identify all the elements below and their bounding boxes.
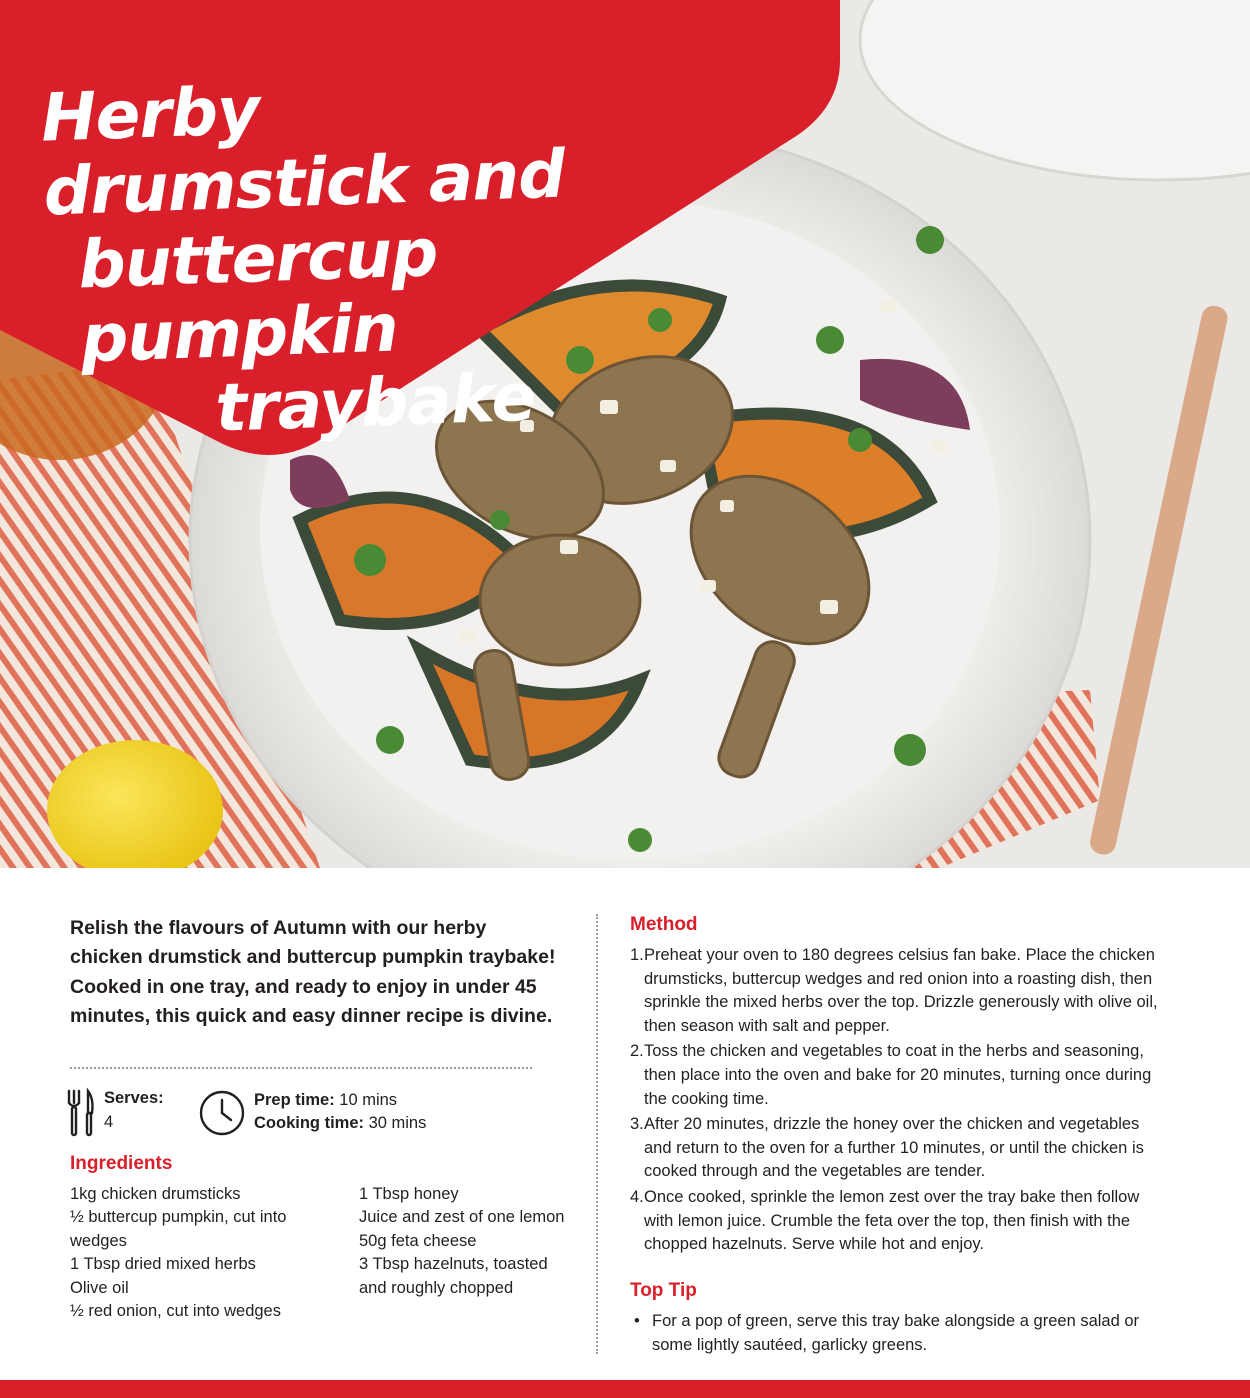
ingredient-item: 50g feta cheese: [359, 1231, 477, 1250]
step-number: 4.: [630, 1187, 644, 1206]
prep-time: [254, 1091, 397, 1110]
ingredients-list-col-1: [70, 1183, 310, 1324]
method-steps: [630, 944, 1170, 1259]
step-text: Once cooked, sprinkle the lemon zest over the tray bake then follow with lemon juice. Crumble the feta over the top, then finish with the chopped hazelnuts. Serve while hot and enjoy.: [644, 1187, 1140, 1254]
ingredient-item: 1kg chicken drumsticks: [70, 1185, 241, 1203]
step-number: 3.: [630, 1115, 644, 1134]
ingredient-item: 1 Tbsp dried mixed herbs: [70, 1255, 256, 1274]
method-step: [630, 1186, 1170, 1257]
cooking-time-value: 30 mins: [364, 1114, 427, 1132]
recipe-title-line-3: traybake: [214, 358, 537, 447]
footer-bar: [0, 1380, 1250, 1398]
method-heading: Method: [630, 914, 698, 935]
divider-vertical: [596, 914, 598, 1354]
ingredients-heading: Ingredients: [70, 1153, 173, 1174]
serves-label: Serves:: [104, 1089, 164, 1107]
divider-horizontal: [70, 1067, 532, 1069]
recipe-meta: [66, 1083, 586, 1143]
method-step: [630, 944, 1170, 1038]
serves-value: 4: [104, 1113, 114, 1131]
step-text: Toss the chicken and vegetables to coat in the herbs and seasoning, then place into the oven and bake for 20 minutes, turning once during the cooking time.: [644, 1042, 1152, 1108]
top-tip-heading: Top Tip: [630, 1280, 697, 1301]
tip-text: For a pop of green, serve this tray bake alongside a green salad or some lightly sautéed, garlicky greens.: [652, 1312, 1140, 1354]
ingredient-item: ½ red onion, cut into wedges: [70, 1302, 281, 1321]
cooking-time-label: Cooking time:: [254, 1114, 364, 1132]
cutlery-icon: [66, 1087, 96, 1139]
recipe-title-line-1: Herby drumstick and: [39, 72, 566, 231]
recipe-title-line-2: buttercup pumpkin: [77, 213, 439, 378]
recipe-title: [32, 61, 645, 451]
ingredient-item: Juice and zest of one lemon: [359, 1208, 565, 1227]
step-text: Preheat your oven to 180 degrees celsius fan bake. Place the chicken drumsticks, buttercup wedges and red onion into a roasting dish, then sprinkle the mixed herbs over the top. Drizzle generously with olive oil, then season with salt and pepper.: [644, 946, 1158, 1035]
step-number: 2.: [630, 1042, 644, 1061]
ingredient-item: 3 Tbsp hazelnuts, toasted and roughly chopped: [359, 1255, 548, 1297]
step-number: 1.: [630, 946, 644, 964]
ingredients-list-col-2: [359, 1183, 579, 1300]
prep-time-label: Prep time:: [254, 1091, 335, 1109]
clock-icon: [198, 1089, 246, 1137]
prep-time-value: 10 mins: [334, 1091, 398, 1109]
ingredient-item: Olive oil: [70, 1278, 129, 1297]
ingredient-item: 1 Tbsp honey: [359, 1185, 459, 1203]
recipe-intro: Relish the flavours of Autumn with our herby chicken drumstick and buttercup pumpkin traybake! Cooked in one tray, and ready to enjoy in under 45 minutes, this quick and easy dinner recipe is divine.: [70, 917, 556, 1027]
method-step: [630, 1113, 1170, 1184]
step-text: After 20 minutes, drizzle the honey over the chicken and vegetables and return to the oven for a further 10 minutes, or until the chicken is cooked through and the vegetables are tender.: [644, 1115, 1144, 1181]
top-tip: [630, 1310, 1170, 1357]
method-step: [630, 1040, 1170, 1111]
tip-bullet: •: [634, 1312, 640, 1330]
cooking-time: [254, 1114, 426, 1133]
ingredient-item: ½ buttercup pumpkin, cut into wedges: [70, 1208, 287, 1250]
